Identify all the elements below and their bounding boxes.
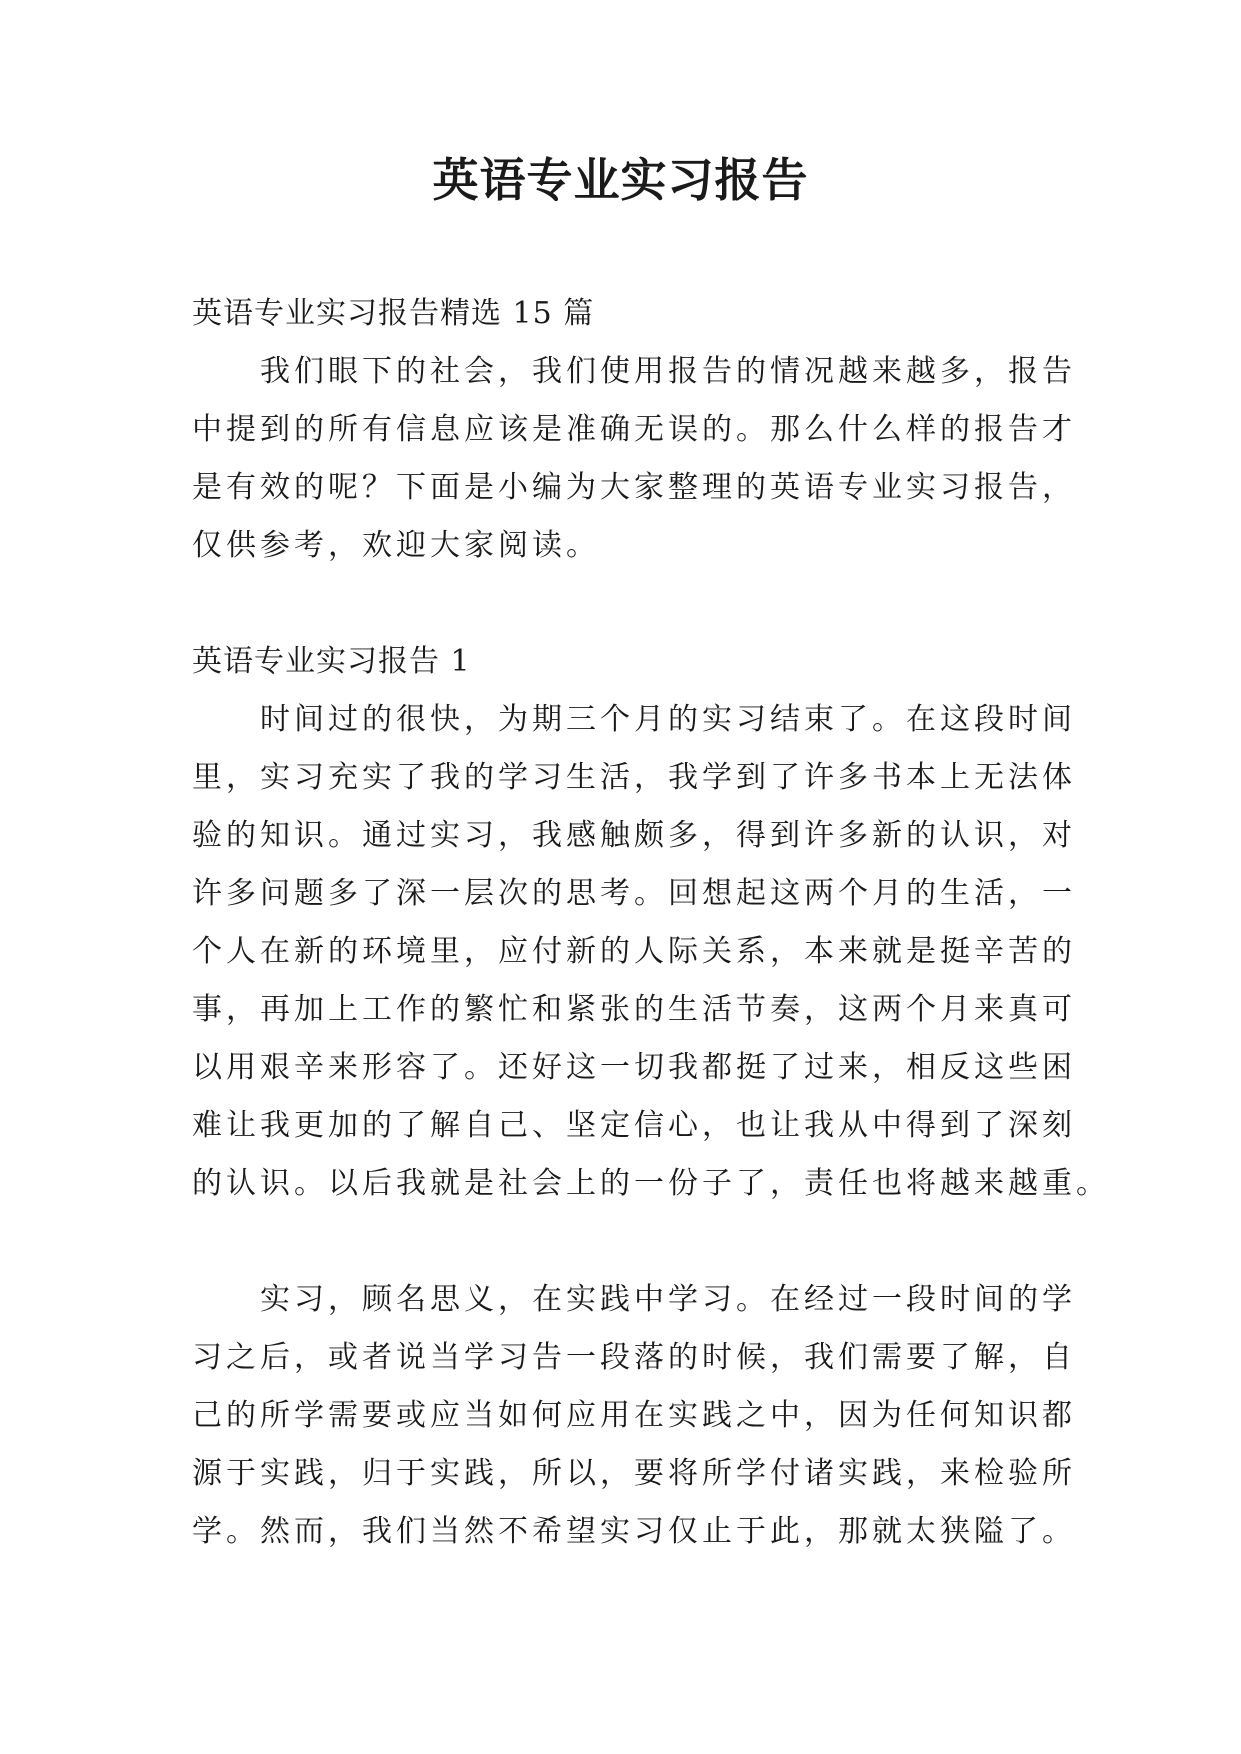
text-line: 的认识。以后我就是社会上的一份子了，责任也将越来越重。	[192, 1166, 1110, 1201]
text-line: 是有效的呢？下面是小编为大家整理的英语专业实习报告，	[192, 470, 1076, 505]
section-paragraph-2	[192, 1271, 1076, 1561]
text-line: 时间过的很快，为期三个月的实习结束了。在这段时间	[192, 702, 1076, 737]
intro-paragraph	[192, 343, 1076, 575]
text-line: 仅供参考，欢迎大家阅读。	[192, 528, 600, 563]
paragraph-gap	[192, 1213, 1054, 1271]
text-line: 里，实习充实了我的学习生活，我学到了许多书本上无法体	[192, 760, 1076, 795]
text-line: 个人在新的环境里，应付新的人际关系，本来就是挺辛苦的	[192, 934, 1076, 969]
text-line: 学。然而，我们当然不希望实习仅止于此，那就太狭隘了。	[192, 1514, 1076, 1549]
text-line: 己的所学需要或应当如何应用在实践之中，因为任何知识都	[192, 1398, 1076, 1433]
section-heading: 英语专业实习报告 1	[192, 644, 471, 679]
text-line: 许多问题多了深一层次的思考。回想起这两个月的生活，一	[192, 876, 1076, 911]
section-paragraph-1	[192, 691, 1110, 1213]
text-line: 事，再加上工作的繁忙和紧张的生活节奏，这两个月来真可	[192, 992, 1076, 1027]
document-title: 英语专业实习报告	[432, 153, 809, 207]
text-line: 我们眼下的社会，我们使用报告的情况越来越多，报告	[192, 354, 1076, 389]
text-line: 以用艰辛来形容了。还好这一切我都挺了过来，相反这些困	[192, 1050, 1076, 1085]
text-line: 难让我更加的了解自己、坚定信心，也让我从中得到了深刻	[192, 1108, 1076, 1143]
text-line: 习之后，或者说当学习告一段落的时候，我们需要了解，自	[192, 1340, 1076, 1375]
subtitle-line: 英语专业实习报告精选 15 篇	[192, 296, 595, 331]
text-line: 验的知识。通过实习，我感触颇多，得到许多新的认识，对	[192, 818, 1076, 853]
paragraph-gap	[192, 575, 1054, 633]
text-line: 源于实践，归于实践，所以，要将所学付诸实践，来检验所	[192, 1456, 1076, 1491]
text-line: 中提到的所有信息应该是准确无误的。那么什么样的报告才	[192, 412, 1076, 447]
document-body	[192, 285, 1110, 1561]
text-line: 实习，顾名思义，在实践中学习。在经过一段时间的学	[192, 1282, 1076, 1317]
